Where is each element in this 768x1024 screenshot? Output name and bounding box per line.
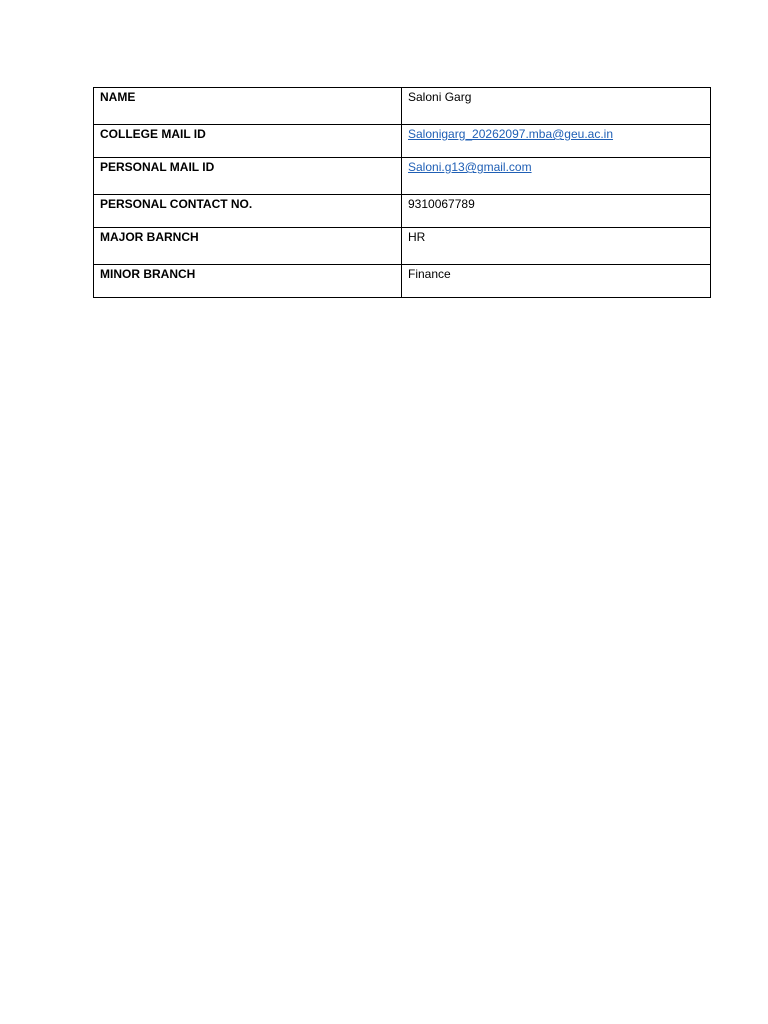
- college-mail-link[interactable]: Salonigarg_20262097.mba@geu.ac.in: [408, 127, 614, 141]
- label-name: NAME: [94, 88, 402, 125]
- table-row-college-mail: [94, 125, 711, 158]
- value-major-branch: HR: [402, 228, 711, 265]
- label-college-mail: COLLEGE MAIL ID: [94, 125, 402, 158]
- label-minor-branch: MINOR BRANCH: [94, 265, 402, 298]
- value-personal-mail-cell: [402, 158, 711, 195]
- value-contact: 9310067789: [402, 195, 711, 228]
- table-row-contact: [94, 195, 711, 228]
- value-college-mail-cell: [402, 125, 711, 158]
- value-name: Saloni Garg: [402, 88, 711, 125]
- student-info-table: [93, 87, 711, 298]
- label-personal-mail: PERSONAL MAIL ID: [94, 158, 402, 195]
- table-row-major-branch: [94, 228, 711, 265]
- label-contact: PERSONAL CONTACT NO.: [94, 195, 402, 228]
- value-minor-branch: Finance: [402, 265, 711, 298]
- table-row-personal-mail: [94, 158, 711, 195]
- table-row-name: [94, 88, 711, 125]
- table-row-minor-branch: [94, 265, 711, 298]
- label-major-branch: MAJOR BARNCH: [94, 228, 402, 265]
- personal-mail-link[interactable]: Saloni.g13@gmail.com: [408, 160, 532, 174]
